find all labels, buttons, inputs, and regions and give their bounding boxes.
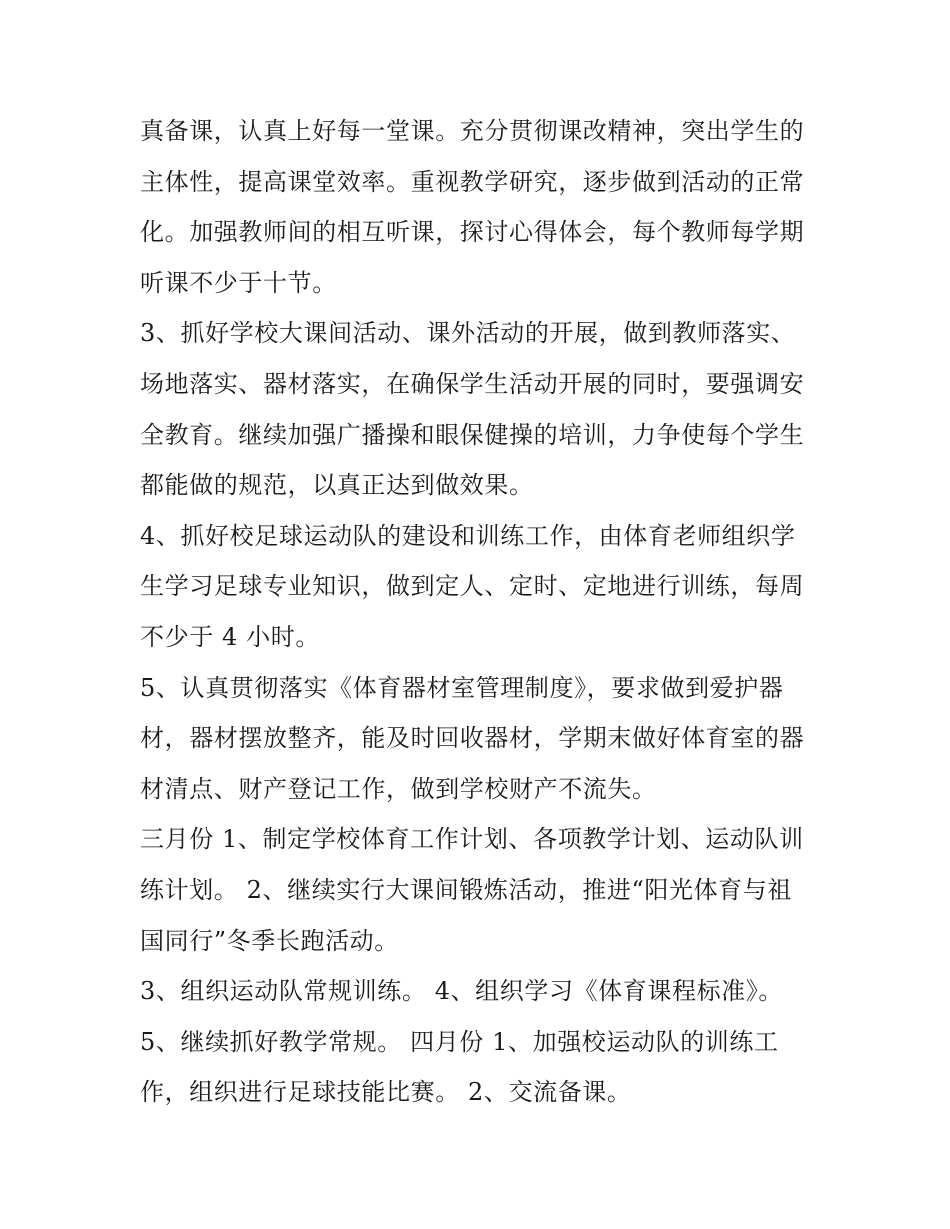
text-line: 场地落实、器材落实，在确保学生活动开展的同时，要强调安 <box>140 369 805 398</box>
document-body <box>140 106 820 1118</box>
text-line: 5、继续抓好教学常规。 四月份 1、加强校运动队的训练工 <box>140 1027 779 1056</box>
text-line: 4、抓好校足球运动队的建设和训练工作，由体育老师组织学 <box>140 521 796 550</box>
text-line: 主体性，提高课堂效率。重视教学研究，逐步做到活动的正常 <box>140 167 805 196</box>
text-line: 听课不少于十节。 <box>140 268 337 297</box>
text-line: 5、认真贯彻落实《体育器材室管理制度》，要求做到爱护器 <box>140 673 784 702</box>
text-line: 三月份 1、制定学校体育工作计划、各项教学计划、运动队训 <box>140 825 804 854</box>
text-line: 都能做的规范，以真正达到做效果。 <box>140 471 534 500</box>
text-line: 生学习足球专业知识，做到定人、定时、定地进行训练，每周 <box>140 572 805 601</box>
text-line: 材清点、财产登记工作，做到学校财产不流失。 <box>140 774 657 803</box>
text-line: 真备课，认真上好每一堂课。充分贯彻课改精神，突出学生的 <box>140 117 805 145</box>
text-line: 作，组织进行足球技能比赛。 2、交流备课。 <box>140 1078 632 1107</box>
text-line: 3、组织运动队常规训练。 4、组织学习《体育课程标准》。 <box>140 977 783 1006</box>
text-line: 材，器材摆放整齐，能及时回收器材，学期末做好体育室的器 <box>140 724 805 753</box>
text-line: 不少于 4 小时。 <box>140 622 320 651</box>
text-line: 3、抓好学校大课间活动、课外活动的开展，做到教师落实、 <box>140 319 796 348</box>
text-line: 化。加强教师间的相互听课，探讨心得体会，每个教师每学期 <box>140 218 805 247</box>
text-line: 练计划。 2、继续实行大课间锻炼活动，推进“阳光体育与祖 <box>140 875 792 904</box>
text-line: 国同行”冬季长跑活动。 <box>140 926 399 955</box>
text-line: 全教育。继续加强广播操和眼保健操的培训，力争使每个学生 <box>140 420 805 449</box>
